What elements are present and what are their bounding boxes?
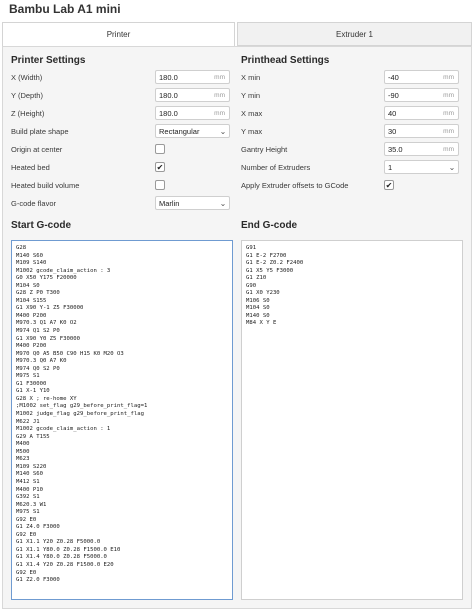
z-height-unit: mm (214, 109, 225, 117)
y-min-label: Y min (241, 90, 261, 100)
y-max-field[interactable] (384, 124, 459, 138)
z-height-label: Z (Height) (11, 108, 45, 118)
y-min-value: -90 (388, 90, 399, 100)
origin-at-center-row (11, 141, 233, 157)
z-height-field[interactable] (155, 106, 230, 120)
y-depth-value: 180.0 (159, 90, 178, 100)
tab-printer[interactable]: Printer (2, 22, 235, 46)
num-extruders-select[interactable] (384, 160, 459, 174)
start-gcode-title: Start G-code (11, 220, 72, 231)
heated-build-volume-label: Heated build volume (11, 180, 80, 190)
x-max-unit: mm (443, 109, 454, 117)
chevron-down-icon: ⌄ (448, 162, 456, 172)
start-gcode-editor[interactable]: G28 M140 S60 M109 S140 M1002 gcode_claim_action : 3 G0 X50 Y175 F20000 M104 S0 G28 Z P0 T300 M104 S155 G1 X90 Y-1 Z5 F30000 M400 P200 M970.3 Q1 A7 K0 O2 M974 Q1 S2 P0 G1 X90 Y0 Z5 F30000 M400 P200 M970 Q0 A5 B50 C90 H15 K0 M20 O3 M970.3 Q0 A7 K0 M974 Q0 S2 P0 M975 S1 G1 F30000 G1 X-1 Y10 G28 X ; re-home XY ;M1002 set_flag g29_before_print_flag=1 M1002 judge_flag g29_before_print_flag M622 J1 M1002 gcode_claim_action : 1 G29 A T155 M400 M500 M623 M109 S220 M140 S60 M412 S1 M400 P10 G392 S1 M620.3 W1 M975 S1 G92 E0 G1 Z4.0 F3000 G92 E0 G1 X1.1 Y20 Z0.28 F5000.0 G1 X1.1 Y80.0 Z0.28 F1500.0 E10 G1 X1.4 Y80.0 Z0.28 F5000.0 G1 X1.4 Y20 Z0.28 F1500.0 E20 G92 E0 G1 Z2.0 F3000 (11, 240, 233, 600)
end-gcode-editor[interactable]: G91 G1 E-2 F2700 G1 E-2 Z0.2 F2400 G1 X5 Y5 F3000 G1 Z10 G90 G1 X0 Y230 M106 S0 M104 S0 M140 S0 M84 X Y E (241, 240, 463, 600)
y-min-unit: mm (443, 91, 454, 99)
x-min-unit: mm (443, 73, 454, 81)
apply-offsets-checkbox[interactable] (384, 180, 394, 190)
chevron-down-icon: ⌄ (219, 198, 227, 208)
x-max-label: X max (241, 108, 263, 118)
x-min-label: X min (241, 72, 261, 82)
y-max-label: Y max (241, 126, 263, 136)
num-extruders-value: 1 (388, 162, 393, 172)
y-max-unit: mm (443, 127, 454, 135)
gantry-height-value: 35.0 (388, 144, 403, 154)
x-min-value: -40 (388, 72, 399, 82)
checkmark-icon: ✔ (385, 181, 393, 190)
y-depth-unit: mm (214, 91, 225, 99)
origin-at-center-checkbox[interactable] (155, 144, 165, 154)
x-width-label: X (Width) (11, 72, 43, 82)
gantry-height-label: Gantry Height (241, 144, 288, 154)
x-width-field[interactable] (155, 70, 230, 84)
window-title: Bambu Lab A1 mini (9, 2, 121, 16)
heated-bed-row (11, 159, 233, 175)
gcode-flavor-label: G-code flavor (11, 198, 57, 208)
num-extruders-label: Number of Extruders (241, 162, 311, 172)
heated-build-volume-row (11, 177, 233, 193)
build-plate-shape-label: Build plate shape (11, 126, 69, 136)
apply-offsets-label: Apply Extruder offsets to GCode (241, 180, 349, 190)
x-width-unit: mm (214, 73, 225, 81)
printhead-settings-title: Printhead Settings (241, 55, 330, 66)
printer-settings-title: Printer Settings (11, 55, 86, 66)
chevron-down-icon: ⌄ (219, 126, 227, 136)
x-max-field[interactable] (384, 106, 459, 120)
x-min-field[interactable] (384, 70, 459, 84)
checkmark-icon: ✔ (156, 163, 164, 172)
tab-bar (0, 22, 474, 46)
z-height-value: 180.0 (159, 108, 178, 118)
apply-offsets-row (241, 177, 461, 193)
heated-build-volume-checkbox[interactable] (155, 180, 165, 190)
heated-bed-label: Heated bed (11, 162, 50, 172)
y-depth-field[interactable] (155, 88, 230, 102)
y-max-value: 30 (388, 126, 397, 136)
heated-bed-checkbox[interactable] (155, 162, 165, 172)
build-plate-shape-value: Rectangular (159, 126, 200, 136)
gcode-flavor-select[interactable] (155, 196, 230, 210)
origin-at-center-label: Origin at center (11, 144, 63, 154)
gantry-height-field[interactable] (384, 142, 459, 156)
tab-extruder-1[interactable]: Extruder 1 (237, 22, 472, 46)
build-plate-shape-select[interactable] (155, 124, 230, 138)
y-depth-label: Y (Depth) (11, 90, 43, 100)
x-width-value: 180.0 (159, 72, 178, 82)
gantry-height-unit: mm (443, 145, 454, 153)
x-max-value: 40 (388, 108, 397, 118)
end-gcode-title: End G-code (241, 220, 298, 231)
settings-panel (2, 46, 472, 609)
gcode-flavor-value: Marlin (159, 198, 180, 208)
y-min-field[interactable] (384, 88, 459, 102)
